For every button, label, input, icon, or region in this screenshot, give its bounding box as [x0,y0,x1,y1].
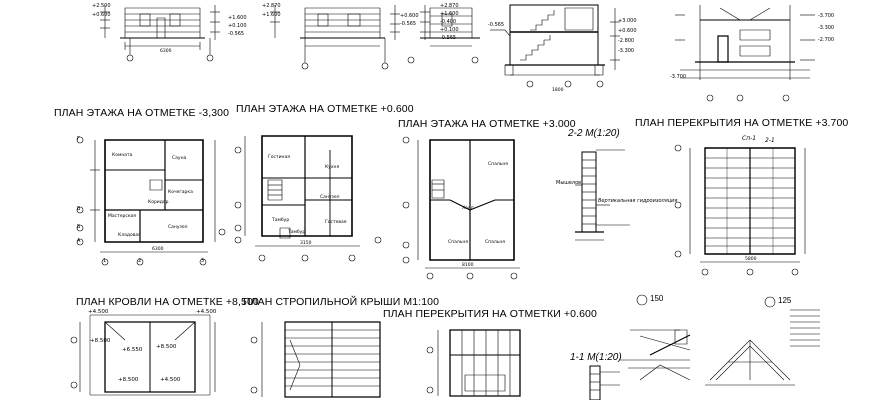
roof-mark: +8.500 [118,377,139,383]
elev-marks-top-mid-r [400,12,419,28]
elev-mark: +1.600 [262,12,281,18]
node-name: Сп-1 [742,135,757,142]
room-label: Кочегарка [168,190,193,195]
dim-label: 6300 [160,49,172,54]
elev-mark: -3.300 [818,25,835,31]
axis-label: Г [77,136,81,142]
axis-label: 1 [103,258,107,264]
elev-mark: +2.870 [262,3,281,9]
title-section-2-2: 2-2 М(1:20) [568,128,620,139]
section-1-1-detail [590,366,620,400]
dim-label: 5800 [745,257,757,262]
elev-marks-top-left-r [228,14,247,38]
dim-label: 8100 [462,263,474,268]
section-far-right [675,5,815,101]
room-label: Холл [462,206,474,211]
elev-mark: +3.000 [618,18,637,24]
axis-label: В [77,206,81,212]
room-label: Коридор [148,200,169,205]
room-label: Комната [112,153,133,158]
elev-mark: -0.565 [440,35,457,41]
dim-label: 6300 [152,247,164,252]
elev-mark: +0.600 [92,12,111,18]
room-label: Гостевая [325,220,347,225]
room-label: Тамбур [272,218,290,223]
elev-mark: +1.600 [228,15,247,21]
elev-mark: +0.600 [618,28,637,34]
roof-mark: +4.500 [88,309,109,315]
room-label: Кладовая [118,233,141,238]
plan-overlap-3700 [675,145,805,275]
elev-marks-far-right [818,10,834,46]
elev-mark: +2.870 [440,3,459,9]
axis-label: А [77,238,81,244]
title-roof: ПЛАН КРОВЛИ НА ОТМЕТКЕ +8,500 [76,296,259,308]
room-label: Мастерская [108,214,137,219]
room-label: Санузел [320,195,340,200]
roof-mark: +8.500 [90,338,111,344]
title-section-1-1: 1-1 М(1:20) [570,352,622,363]
callout-125: 125 [778,296,792,305]
callout-150: 150 [650,294,664,303]
elev-mark: +0.100 [440,27,459,33]
elev-mark: -3.700 [818,13,835,19]
dim-label: 1800 [552,88,564,93]
elev-mark: +2.500 [92,3,111,9]
section-note: Вертикальная гидроизоляция [598,198,678,204]
room-label: Спальня [448,240,469,245]
plan-roof [71,315,215,395]
node-detail-150 [620,295,690,380]
elev-mark: +1.600 [440,11,459,17]
elev-marks-top-right [440,2,459,42]
roof-mark: +6.550 [122,347,143,353]
title-plan-ground: ПЛАН ЭТАЖА НА ОТМЕТКЕ +0.600 [236,103,414,115]
elev-mark: -3.300 [618,48,635,54]
elev-mark: +0.600 [400,13,419,19]
plan-overlap-0600 [427,330,520,396]
title-overlap-0600: ПЛАН ПЕРЕКРЫТИЯ НА ОТМЕТКИ +0.600 [383,308,597,320]
title-rafter-plan: ПЛАН СТРОПИЛЬНОЙ КРЫШИ М1:100 [243,296,440,308]
axis-label: 2 [138,258,142,264]
room-label: Гостиная [268,155,290,160]
roof-mark: +4.500 [196,309,217,315]
elev-mark: -0.565 [228,31,245,37]
elev-marks-section [618,16,637,56]
room-label: Спальня [485,240,506,245]
title-plan-basement: ПЛАН ЭТАЖА НА ОТМЕТКЕ -3,300 [54,107,230,119]
axis-label: 3 [201,258,205,264]
elev-mark-far-left: -3.700 [670,74,687,80]
section-stairs [490,5,620,87]
node-detail-125 [705,297,820,385]
elev-mark: -2.700 [818,37,835,43]
section-2-2-detail [575,150,630,240]
title-plan-upper: ПЛАН ЭТАЖА НА ОТМЕТКЕ +3.000 [398,118,576,130]
elev-mark: +0.100 [228,23,247,29]
elev-marks-top-left [92,2,111,20]
room-label: Санузел [168,225,188,230]
elev-mark-section-left: -0.565 [488,22,505,28]
plan-rafters [251,322,380,397]
title-overlap-3700: ПЛАН ПЕРЕКРЫТИЯ НА ОТМЕТКЕ +3.700 [635,117,849,129]
elev-mark: -0.565 [400,21,417,27]
node-name: 2-1 [765,137,775,144]
roof-mark: +4.500 [160,377,181,383]
section-note: Мышелов [556,180,582,186]
room-label: Спальня [488,162,509,167]
room-label: Сауна [172,156,187,161]
axis-label: Б [77,224,81,230]
room-label: Кухня [325,165,340,170]
dim-label: 3150 [300,241,312,246]
facade-2 [270,5,400,69]
room-label: Тамбур [288,230,306,235]
elev-mark: -0.400 [440,19,457,25]
elev-marks-top-mid [262,2,281,20]
elev-mark: -2.800 [618,38,635,44]
roof-mark: +8.500 [156,344,177,350]
